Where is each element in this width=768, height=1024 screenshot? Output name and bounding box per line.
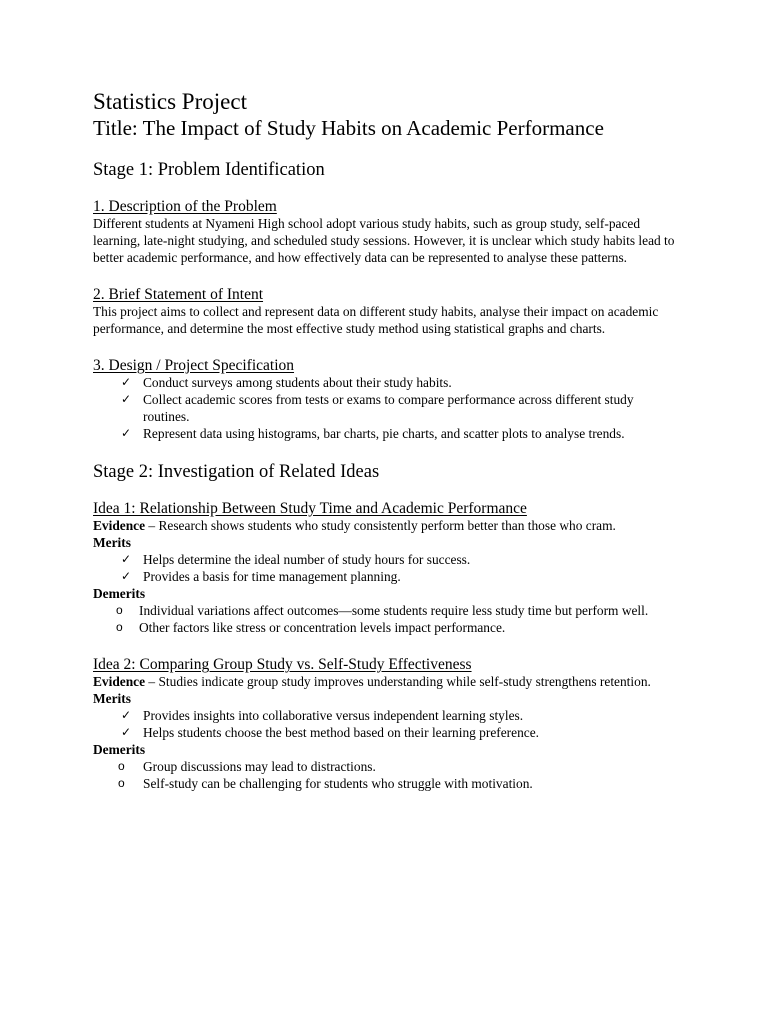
list-item: ✓ Helps students choose the best method based on their learning preference. xyxy=(121,725,540,740)
idea1-demerits-list xyxy=(93,602,683,636)
checkmark-icon: ✓ xyxy=(121,426,132,440)
stage1-heading: Stage 1: Problem Identification xyxy=(93,160,325,180)
evidence-text: – Research shows students who study consistently perform better than those who cram. xyxy=(145,518,616,533)
evidence-label: Evidence xyxy=(93,674,146,689)
demerits-label: Demerits xyxy=(93,586,146,601)
description-heading: 1. Description of the Problem xyxy=(93,198,277,215)
checkmark-icon: ✓ xyxy=(121,392,132,406)
idea2-heading: Idea 2: Comparing Group Study vs. Self-Study Effectiveness xyxy=(93,656,472,673)
list-item: o Individual variations affect outcomes—some students require less study time but perform well. xyxy=(116,603,649,618)
list-item: ✓ Provides a basis for time management planning. xyxy=(121,569,401,584)
circle-bullet-icon: o xyxy=(116,603,123,617)
document-subtitle: Title: The Impact of Study Habits on Academic Performance xyxy=(93,116,604,140)
list-item: ✓ Helps determine the ideal number of study hours for success. xyxy=(121,552,471,567)
evidence-label: Evidence xyxy=(93,518,146,533)
list-item: ✓ Represent data using histograms, bar charts, pie charts, and scatter plots to analyse trends. xyxy=(121,426,625,441)
merits-label: Merits xyxy=(93,691,131,706)
checkmark-icon: ✓ xyxy=(121,552,132,566)
circle-bullet-icon: o xyxy=(116,620,123,634)
checkmark-icon: ✓ xyxy=(121,725,132,739)
circle-bullet-icon: o xyxy=(118,759,125,773)
demerits-label: Demerits xyxy=(93,742,146,757)
checkmark-icon: ✓ xyxy=(121,569,132,583)
checkmark-icon: ✓ xyxy=(121,708,132,722)
idea2-merits-list xyxy=(93,707,683,741)
idea1-merits-list xyxy=(93,551,683,585)
document-title: Statistics Project xyxy=(93,89,247,114)
list-item: o Self-study can be challenging for students who struggle with motivation. xyxy=(118,776,533,791)
idea2-evidence xyxy=(93,673,683,690)
intent-heading: 2. Brief Statement of Intent xyxy=(93,286,264,303)
list-item: ✓ Conduct surveys among students about their study habits. xyxy=(121,375,452,390)
checkmark-icon: ✓ xyxy=(121,375,132,389)
merits-label: Merits xyxy=(93,535,131,550)
idea1-heading: Idea 1: Relationship Between Study Time and Academic Performance xyxy=(93,500,527,517)
list-item: o Other factors like stress or concentration levels impact performance. xyxy=(116,620,506,635)
design-heading: 3. Design / Project Specification xyxy=(93,357,295,374)
circle-bullet-icon: o xyxy=(118,776,125,790)
evidence-text: – Studies indicate group study improves understanding while self-study strengthens retention. xyxy=(145,674,651,689)
list-item: ✓ Provides insights into collaborative versus independent learning styles. xyxy=(121,708,524,723)
document-page xyxy=(93,88,683,792)
list-item: ✓ Collect academic scores from tests or exams to compare performance across different study routines. xyxy=(121,392,634,424)
stage2-heading: Stage 2: Investigation of Related Ideas xyxy=(93,462,380,482)
intent-text: This project aims to collect and represent data on different study habits, analyse their impact on academic performance, and determine the most effective study method using statistical graphs and charts. xyxy=(93,304,659,336)
idea2-demerits-list xyxy=(93,758,683,792)
design-list xyxy=(93,374,683,442)
description-text: Different students at Nyameni High school adopt various study habits, such as group study, self-paced learning, late-night studying, and scheduled study sessions. However, it is unclear which study habits lead to better academic performance, and how effectively data can be represented to analyse these patterns. xyxy=(93,216,675,265)
list-item: o Group discussions may lead to distractions. xyxy=(118,759,376,774)
idea1-evidence xyxy=(93,517,683,534)
